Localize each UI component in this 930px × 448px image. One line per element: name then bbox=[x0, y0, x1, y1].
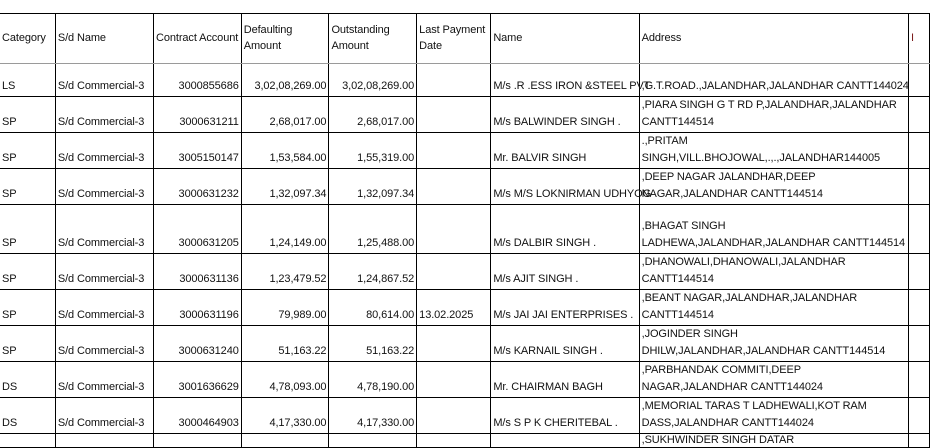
cell-defaulting-amount[interactable]: 51,163.22 bbox=[241, 326, 329, 362]
cell-defaulting-amount[interactable]: 1,23,479.52 bbox=[241, 254, 329, 290]
cell-contract-account[interactable]: 3000631205 bbox=[154, 205, 242, 254]
cell-contract-account[interactable]: 3005150147 bbox=[154, 133, 242, 169]
cell-empty[interactable] bbox=[329, 434, 417, 448]
cell-category[interactable]: LS bbox=[0, 64, 55, 97]
cell-outstanding-amount[interactable]: 3,02,08,269.00 bbox=[329, 64, 417, 97]
cell-next-column[interactable] bbox=[909, 169, 930, 205]
cell-last-payment-date[interactable] bbox=[417, 169, 491, 205]
cell-outstanding-amount[interactable]: 1,25,488.00 bbox=[329, 205, 417, 254]
cell-name[interactable]: M/s M/S LOKNIRMAN UDHYOG bbox=[491, 169, 639, 205]
cell-contract-account[interactable]: 3000631196 bbox=[154, 290, 242, 326]
cell-next-column[interactable] bbox=[909, 326, 930, 362]
table-row bbox=[0, 205, 930, 254]
cell-next-column[interactable] bbox=[909, 205, 930, 254]
cell-category[interactable]: SP bbox=[0, 290, 55, 326]
cell-address[interactable]: ,DEEP NAGAR JALANDHAR,DEEP NAGAR,JALANDHAR CANTT144514 bbox=[639, 169, 908, 205]
cell-next-column[interactable] bbox=[909, 64, 930, 97]
header-row bbox=[0, 14, 930, 64]
cell-name[interactable]: M/s BALWINDER SINGH . bbox=[491, 97, 639, 133]
cell-sd-name[interactable]: S/d Commercial-3 bbox=[55, 326, 153, 362]
cell-address[interactable]: ,BEANT NAGAR,JALANDHAR,JALANDHAR CANTT144514 bbox=[639, 290, 908, 326]
cell-address[interactable]: ,DHANOWALI,DHANOWALI,JALANDHAR CANTT144514 bbox=[639, 254, 908, 290]
cell-sd-name[interactable]: S/d Commercial-3 bbox=[55, 254, 153, 290]
cell-outstanding-amount[interactable]: 1,55,319.00 bbox=[329, 133, 417, 169]
cell-address[interactable]: ,PARBHANDAK COMMITI,DEEP NAGAR,JALANDHAR CANTT144024 bbox=[639, 362, 908, 398]
spreadsheet bbox=[0, 13, 930, 448]
cell-address[interactable]: ,BHAGAT SINGH LADHEWA,JALANDHAR,JALANDHAR CANTT144514 bbox=[639, 205, 908, 254]
cell-empty[interactable] bbox=[491, 434, 639, 448]
header-name[interactable]: Name bbox=[491, 14, 639, 64]
cell-address[interactable]: ,SUKHWINDER SINGH DATAR bbox=[639, 434, 908, 448]
cell-category[interactable]: DS bbox=[0, 362, 55, 398]
cell-last-payment-date[interactable] bbox=[417, 254, 491, 290]
cell-outstanding-amount[interactable]: 51,163.22 bbox=[329, 326, 417, 362]
cell-next-column[interactable] bbox=[909, 97, 930, 133]
cell-empty[interactable] bbox=[909, 434, 930, 448]
cell-name[interactable]: M/s KARNAIL SINGH . bbox=[491, 326, 639, 362]
cell-outstanding-amount[interactable]: 4,78,190.00 bbox=[329, 362, 417, 398]
cell-next-column[interactable] bbox=[909, 254, 930, 290]
header-next-column-partial[interactable]: I bbox=[909, 14, 930, 64]
cell-last-payment-date[interactable] bbox=[417, 133, 491, 169]
cell-contract-account[interactable]: 3000631211 bbox=[154, 97, 242, 133]
table-row bbox=[0, 254, 930, 290]
cell-sd-name[interactable]: S/d Commercial-3 bbox=[55, 362, 153, 398]
table-row bbox=[0, 398, 930, 434]
cell-next-column[interactable] bbox=[909, 398, 930, 434]
cell-last-payment-date[interactable] bbox=[417, 326, 491, 362]
table-row bbox=[0, 290, 930, 326]
cell-empty[interactable] bbox=[0, 434, 55, 448]
cell-address[interactable]: ,G.T.ROAD.,JALANDHAR,JALANDHAR CANTT144024 bbox=[639, 64, 908, 97]
cell-defaulting-amount[interactable]: 4,17,330.00 bbox=[241, 398, 329, 434]
table-row bbox=[0, 326, 930, 362]
cell-next-column[interactable] bbox=[909, 133, 930, 169]
cell-address[interactable]: ,MEMORIAL TARAS T LADHEWALI,KOT RAM DASS,JALANDHAR CANTT144024 bbox=[639, 398, 908, 434]
header-sd-name[interactable]: S/d Name bbox=[55, 14, 153, 64]
cell-defaulting-amount[interactable]: 1,24,149.00 bbox=[241, 205, 329, 254]
cell-last-payment-date[interactable]: 13.02.2025 bbox=[417, 290, 491, 326]
table-row-partial bbox=[0, 434, 930, 448]
cell-contract-account[interactable]: 3000855686 bbox=[154, 64, 242, 97]
cell-sd-name[interactable]: S/d Commercial-3 bbox=[55, 133, 153, 169]
cell-category[interactable]: SP bbox=[0, 169, 55, 205]
cell-defaulting-amount[interactable]: 3,02,08,269.00 bbox=[241, 64, 329, 97]
cell-contract-account[interactable]: 3000631240 bbox=[154, 326, 242, 362]
cell-address[interactable]: .,PRITAM SINGH,VILL.BHOJOWAL,.,.,JALANDHAR144005 bbox=[639, 133, 908, 169]
cell-category[interactable]: SP bbox=[0, 326, 55, 362]
cell-outstanding-amount[interactable]: 1,24,867.52 bbox=[329, 254, 417, 290]
header-category[interactable]: Category bbox=[0, 14, 55, 64]
cell-empty[interactable] bbox=[55, 434, 153, 448]
cell-defaulting-amount[interactable]: 79,989.00 bbox=[241, 290, 329, 326]
cell-last-payment-date[interactable] bbox=[417, 362, 491, 398]
cell-contract-account[interactable]: 3000464903 bbox=[154, 398, 242, 434]
cell-sd-name[interactable]: S/d Commercial-3 bbox=[55, 169, 153, 205]
cell-next-column[interactable] bbox=[909, 290, 930, 326]
cell-address[interactable]: ,JOGINDER SINGH DHILW,JALANDHAR,JALANDHAR CANTT144514 bbox=[639, 326, 908, 362]
defaulters-table bbox=[0, 13, 930, 448]
cell-last-payment-date[interactable] bbox=[417, 97, 491, 133]
cell-last-payment-date[interactable] bbox=[417, 64, 491, 97]
cell-name[interactable]: M/s AJIT SINGH . bbox=[491, 254, 639, 290]
cell-empty[interactable] bbox=[417, 434, 491, 448]
cell-contract-account[interactable]: 3000631136 bbox=[154, 254, 242, 290]
cell-name[interactable]: Mr. BALVIR SINGH bbox=[491, 133, 639, 169]
cell-last-payment-date[interactable] bbox=[417, 205, 491, 254]
table-row bbox=[0, 362, 930, 398]
cell-sd-name[interactable]: S/d Commercial-3 bbox=[55, 290, 153, 326]
cell-outstanding-amount[interactable]: 4,17,330.00 bbox=[329, 398, 417, 434]
cell-defaulting-amount[interactable]: 2,68,017.00 bbox=[241, 97, 329, 133]
cell-defaulting-amount[interactable]: 4,78,093.00 bbox=[241, 362, 329, 398]
cell-sd-name[interactable]: S/d Commercial-3 bbox=[55, 205, 153, 254]
cell-sd-name[interactable]: S/d Commercial-3 bbox=[55, 398, 153, 434]
cell-sd-name[interactable]: S/d Commercial-3 bbox=[55, 64, 153, 97]
header-last-payment-date[interactable]: Last Payment Date bbox=[417, 14, 491, 64]
header-address[interactable]: Address bbox=[639, 14, 908, 64]
cell-contract-account[interactable]: 3001636629 bbox=[154, 362, 242, 398]
cell-name[interactable]: M/s JAI JAI ENTERPRISES . bbox=[491, 290, 639, 326]
cell-sd-name[interactable]: S/d Commercial-3 bbox=[55, 97, 153, 133]
cell-outstanding-amount[interactable]: 2,68,017.00 bbox=[329, 97, 417, 133]
cell-category[interactable]: SP bbox=[0, 133, 55, 169]
cell-name[interactable]: Mr. CHAIRMAN BAGH bbox=[491, 362, 639, 398]
table-row bbox=[0, 64, 930, 97]
table-row bbox=[0, 97, 930, 133]
cell-outstanding-amount[interactable]: 80,614.00 bbox=[329, 290, 417, 326]
cell-category[interactable]: DS bbox=[0, 398, 55, 434]
cell-empty[interactable] bbox=[241, 434, 329, 448]
header-contract-account[interactable]: Contract Account bbox=[154, 14, 242, 64]
table-row bbox=[0, 169, 930, 205]
cell-next-column[interactable] bbox=[909, 362, 930, 398]
cell-category[interactable]: SP bbox=[0, 254, 55, 290]
cell-name[interactable]: M/s S P K CHERITEBAL . bbox=[491, 398, 639, 434]
header-defaulting-amount[interactable]: Defaulting Amount bbox=[241, 14, 329, 64]
cell-last-payment-date[interactable] bbox=[417, 398, 491, 434]
cell-name[interactable]: M/s .R .ESS IRON &STEEL PVT bbox=[491, 64, 639, 97]
cell-category[interactable]: SP bbox=[0, 205, 55, 254]
cell-contract-account[interactable]: 3000631232 bbox=[154, 169, 242, 205]
cell-defaulting-amount[interactable]: 1,32,097.34 bbox=[241, 169, 329, 205]
cell-outstanding-amount[interactable]: 1,32,097.34 bbox=[329, 169, 417, 205]
table-row bbox=[0, 133, 930, 169]
cell-name[interactable]: M/s DALBIR SINGH . bbox=[491, 205, 639, 254]
header-outstanding-amount[interactable]: Outstanding Amount bbox=[329, 14, 417, 64]
cell-defaulting-amount[interactable]: 1,53,584.00 bbox=[241, 133, 329, 169]
cell-category[interactable]: SP bbox=[0, 97, 55, 133]
cell-empty[interactable] bbox=[154, 434, 242, 448]
cell-address[interactable]: ,PIARA SINGH G T RD P,JALANDHAR,JALANDHAR CANTT144514 bbox=[639, 97, 908, 133]
